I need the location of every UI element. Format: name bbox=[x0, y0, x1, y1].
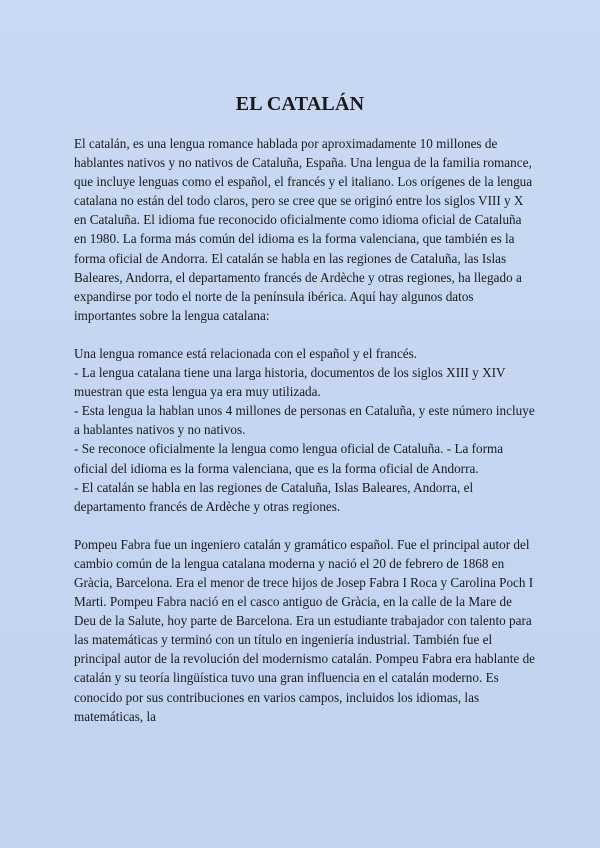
fact-item: Una lengua romance está relacionada con el español y el francés. bbox=[74, 345, 418, 361]
fact-item: - Esta lengua la hablan unos 4 millones de personas en Cataluña, y este número incluye a hablantes nativos y no nativos. bbox=[74, 403, 535, 438]
fabra-paragraph: Pompeu Fabra fue un ingeniero catalán y gramático español. Fue el principal autor del cambio común de la lengua catalana moderna y nació el 20 de febrero de 1868 en Gràcia, Barcelona. Era el menor de trece hijos de Josep Fabra I Roca y Carolina Poch I Marti. Pompeu Fabra nació en el casco antiguo de Gràcia, en la calle de la Mare de Deu de la Salute, hoy parte de Barcelona. Era un estudiante trabajador con talento para las matemáticas y terminó con un título en ingeniería industrial. También fue el principal autor de la revolución del modernismo catalán. Pompeu Fabra era hablante de catalán y su teoría lingüística tuvo una gran influencia en el catalán moderno. Es conocido por sus contribuciones en varios campos, incluidos los idiomas, las matemáticas, la bbox=[74, 536, 536, 724]
fact-item: - El catalán se habla en las regiones de Cataluña, Islas Baleares, Andorra, el departamento francés de Ardèche y otras regiones. bbox=[74, 479, 474, 514]
fact-item: - Se reconoce oficialmente la lengua como lengua oficial de Cataluña. - La forma oficial del idioma es la forma valenciana, que es la forma oficial de Andorra. bbox=[74, 441, 504, 476]
document-body bbox=[74, 134, 536, 726]
facts-list bbox=[74, 344, 536, 516]
document-title: EL CATALÁN bbox=[235, 93, 365, 115]
intro-paragraph: El catalán, es una lengua romance hablada por aproximadamente 10 millones de hablantes nativos y no nativos de Cataluña, España. Una lengua de la familia romance, que incluye lenguas como el español, el francés y el italiano. Los orígenes de la lengua catalana no están del todo claros, pero se cree que se originó entre los siglos VIII y X en Cataluña. El idioma fue reconocido oficialmente como idioma oficial de Cataluña en 1980. La forma más común del idioma es la forma valenciana, que también es la forma oficial de Andorra. El catalán se habla en las regiones de Cataluña, las Islas Baleares, Andorra, el departamento francés de Ardèche y otras regiones, ha llegado a expandirse por todo el norte de la península ibérica. Aquí hay algunos datos importantes sobre la lengua catalana: bbox=[74, 136, 533, 323]
fact-item: - La lengua catalana tiene una larga historia, documentos de los siglos XIII y XIV muestran que esta lengua ya era muy utilizada. bbox=[74, 365, 506, 400]
